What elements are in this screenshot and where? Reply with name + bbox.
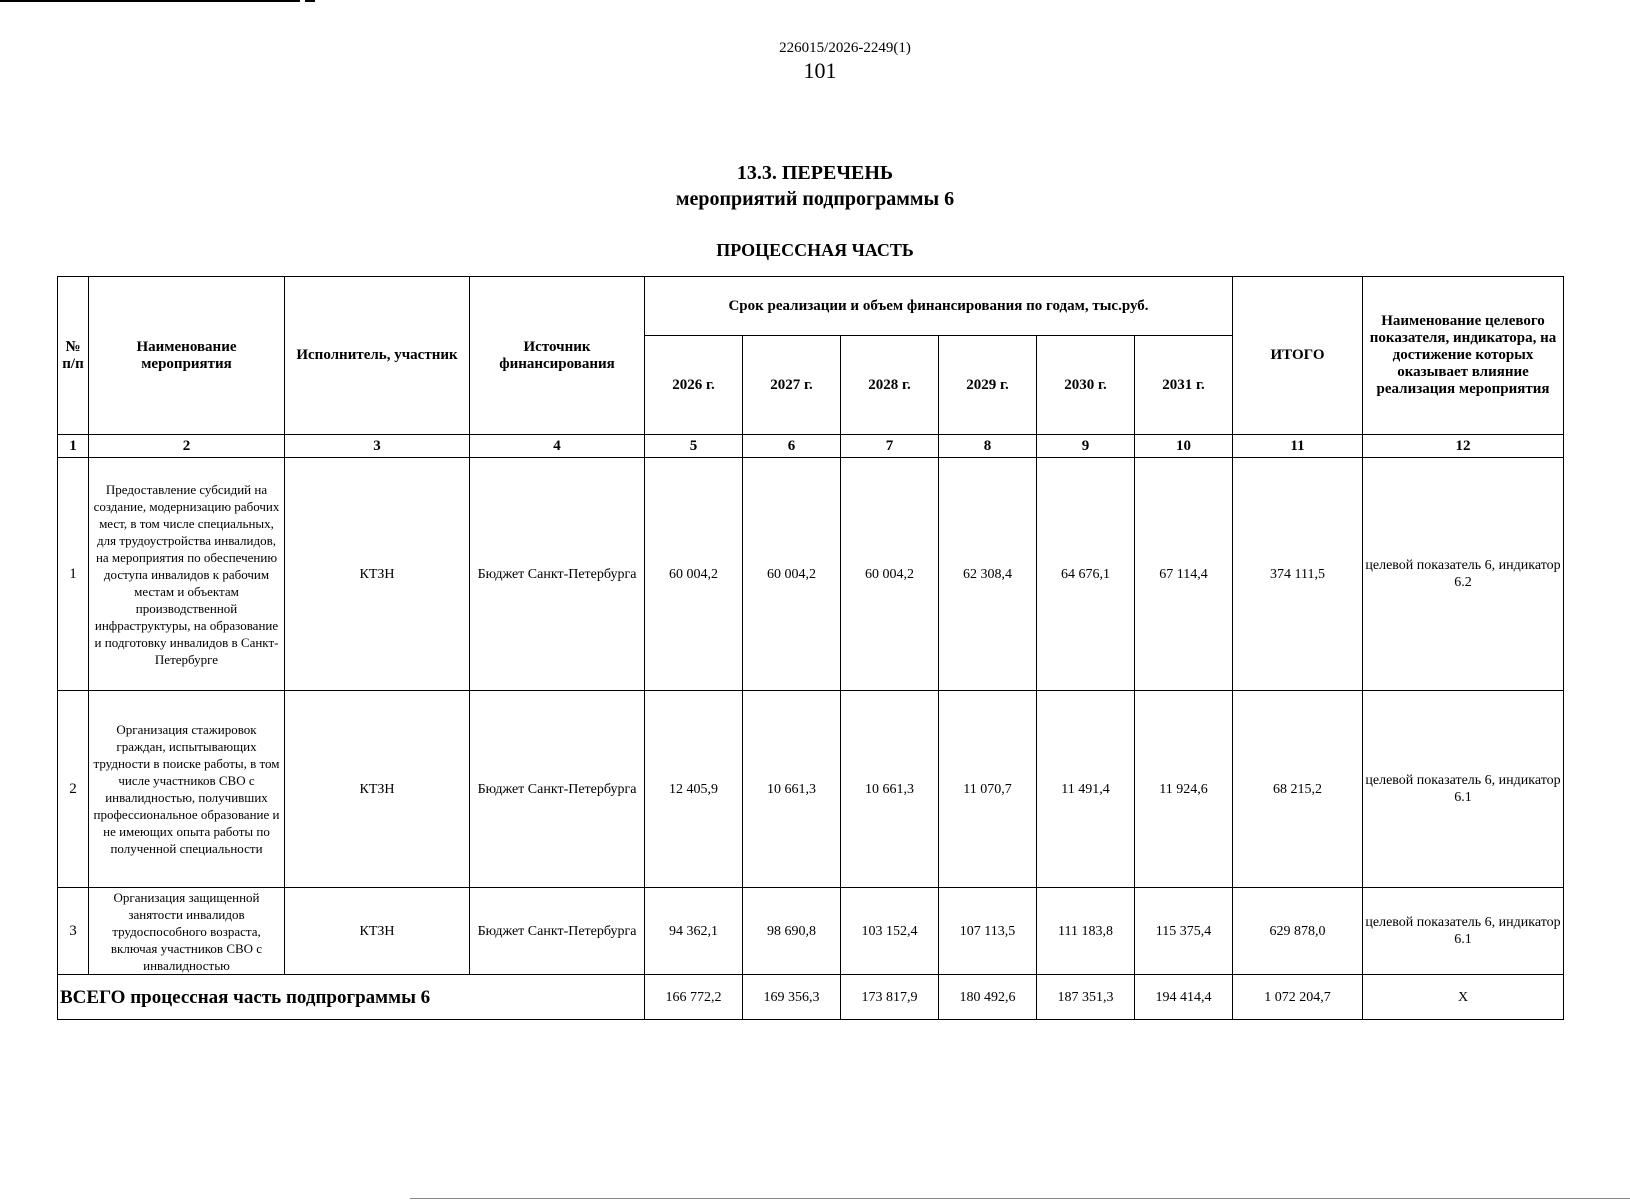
column-number: 1 bbox=[58, 435, 89, 458]
header-year: 2030 г. bbox=[1037, 336, 1135, 435]
row-total: 374 111,5 bbox=[1233, 458, 1363, 691]
column-number: 9 bbox=[1037, 435, 1135, 458]
total-year-value: 173 817,9 bbox=[841, 975, 939, 1020]
column-number: 7 bbox=[841, 435, 939, 458]
table-row bbox=[58, 691, 1564, 888]
year-value: 62 308,4 bbox=[939, 458, 1037, 691]
scan-edge-line bbox=[305, 0, 315, 2]
source-cell: Бюджет Санкт-Петербурга bbox=[470, 458, 645, 691]
column-number: 8 bbox=[939, 435, 1037, 458]
header-year: 2026 г. bbox=[645, 336, 743, 435]
year-value: 11 924,6 bbox=[1135, 691, 1233, 888]
document-subtitle: мероприятий подпрограммы 6 bbox=[675, 188, 955, 210]
measure-name: Организация стажировок граждан, испытывающих трудности в поиске работы, в том числе участников СВО с инвалидностью, получивших профессиональное образование и не имеющих опыта работы по полученной специальности bbox=[89, 691, 285, 888]
executor-cell: КТЗН bbox=[285, 458, 470, 691]
column-number: 2 bbox=[89, 435, 285, 458]
column-number: 10 bbox=[1135, 435, 1233, 458]
section-title: ПРОЦЕССНАЯ ЧАСТЬ bbox=[716, 240, 914, 260]
total-year-value: 169 356,3 bbox=[743, 975, 841, 1020]
year-value: 12 405,9 bbox=[645, 691, 743, 888]
registration-number: 226015/2026-2249(1) bbox=[779, 40, 911, 56]
header-no: № п/п bbox=[58, 277, 89, 435]
header-year: 2029 г. bbox=[939, 336, 1037, 435]
row-total: 68 215,2 bbox=[1233, 691, 1363, 888]
row-number: 1 bbox=[58, 458, 89, 691]
total-row bbox=[58, 975, 1564, 1020]
measure-name: Организация защищенной занятости инвалидов трудоспособного возраста, включая участников СВО с инвалидностью bbox=[89, 888, 285, 975]
row-number: 2 bbox=[58, 691, 89, 888]
row-number: 3 bbox=[58, 888, 89, 975]
year-value: 115 375,4 bbox=[1135, 888, 1233, 975]
column-number: 4 bbox=[470, 435, 645, 458]
year-value: 60 004,2 bbox=[645, 458, 743, 691]
column-number: 5 bbox=[645, 435, 743, 458]
page-number: 101 bbox=[803, 58, 837, 83]
header-year: 2028 г. bbox=[841, 336, 939, 435]
year-value: 60 004,2 bbox=[743, 458, 841, 691]
table-row bbox=[58, 888, 1564, 975]
header-funding-group: Срок реализации и объем финансирования по годам, тыс.руб. bbox=[645, 277, 1233, 336]
total-label: ВСЕГО процессная часть подпрограммы 6 bbox=[58, 975, 645, 1020]
indicator-cell: целевой показатель 6, индикатор 6.1 bbox=[1363, 888, 1564, 975]
executor-cell: КТЗН bbox=[285, 888, 470, 975]
header-indicator: Наименование целевого показателя, индикатора, на достижение которых оказывает влияние реализация мероприятия bbox=[1363, 277, 1564, 435]
header-executor: Исполнитель, участник bbox=[285, 277, 470, 435]
year-value: 10 661,3 bbox=[841, 691, 939, 888]
year-value: 103 152,4 bbox=[841, 888, 939, 975]
document-title: 13.3. ПЕРЕЧЕНЬ bbox=[736, 162, 894, 184]
column-number: 6 bbox=[743, 435, 841, 458]
year-value: 98 690,8 bbox=[743, 888, 841, 975]
executor-cell: КТЗН bbox=[285, 691, 470, 888]
total-year-value: 180 492,6 bbox=[939, 975, 1037, 1020]
scan-edge-line bbox=[410, 1198, 1630, 1199]
indicator-cell: целевой показатель 6, индикатор 6.2 bbox=[1363, 458, 1564, 691]
year-value: 94 362,1 bbox=[645, 888, 743, 975]
column-number: 11 bbox=[1233, 435, 1363, 458]
source-cell: Бюджет Санкт-Петербурга bbox=[470, 888, 645, 975]
row-total: 629 878,0 bbox=[1233, 888, 1363, 975]
year-value: 107 113,5 bbox=[939, 888, 1037, 975]
year-value: 11 070,7 bbox=[939, 691, 1037, 888]
indicator-cell: целевой показатель 6, индикатор 6.1 bbox=[1363, 691, 1564, 888]
column-number-row bbox=[58, 435, 1564, 458]
header-year: 2031 г. bbox=[1135, 336, 1233, 435]
column-number: 12 bbox=[1363, 435, 1564, 458]
year-value: 111 183,8 bbox=[1037, 888, 1135, 975]
total-indicator: Х bbox=[1363, 975, 1564, 1020]
measures-table bbox=[57, 276, 1564, 1020]
year-value: 60 004,2 bbox=[841, 458, 939, 691]
header-row bbox=[58, 277, 1564, 336]
total-year-value: 166 772,2 bbox=[645, 975, 743, 1020]
header-year: 2027 г. bbox=[743, 336, 841, 435]
year-value: 67 114,4 bbox=[1135, 458, 1233, 691]
year-value: 10 661,3 bbox=[743, 691, 841, 888]
year-value: 64 676,1 bbox=[1037, 458, 1135, 691]
source-cell: Бюджет Санкт-Петербурга bbox=[470, 691, 645, 888]
grand-total: 1 072 204,7 bbox=[1233, 975, 1363, 1020]
year-value: 11 491,4 bbox=[1037, 691, 1135, 888]
header-name: Наименование мероприятия bbox=[89, 277, 285, 435]
scan-edge-line bbox=[0, 0, 300, 2]
total-year-value: 187 351,3 bbox=[1037, 975, 1135, 1020]
measure-name: Предоставление субсидий на создание, модернизацию рабочих мест, в том числе специальных, для трудоустройства инвалидов, на мероприятия по обеспечению доступа инвалидов к рабочим местам и объектам производственной инфраструктуры, на образование и подготовку инвалидов в Санкт-Петербурге bbox=[89, 458, 285, 691]
column-number: 3 bbox=[285, 435, 470, 458]
total-year-value: 194 414,4 bbox=[1135, 975, 1233, 1020]
header-total: ИТОГО bbox=[1233, 277, 1363, 435]
table-row bbox=[58, 458, 1564, 691]
header-source: Источник финансирования bbox=[470, 277, 645, 435]
